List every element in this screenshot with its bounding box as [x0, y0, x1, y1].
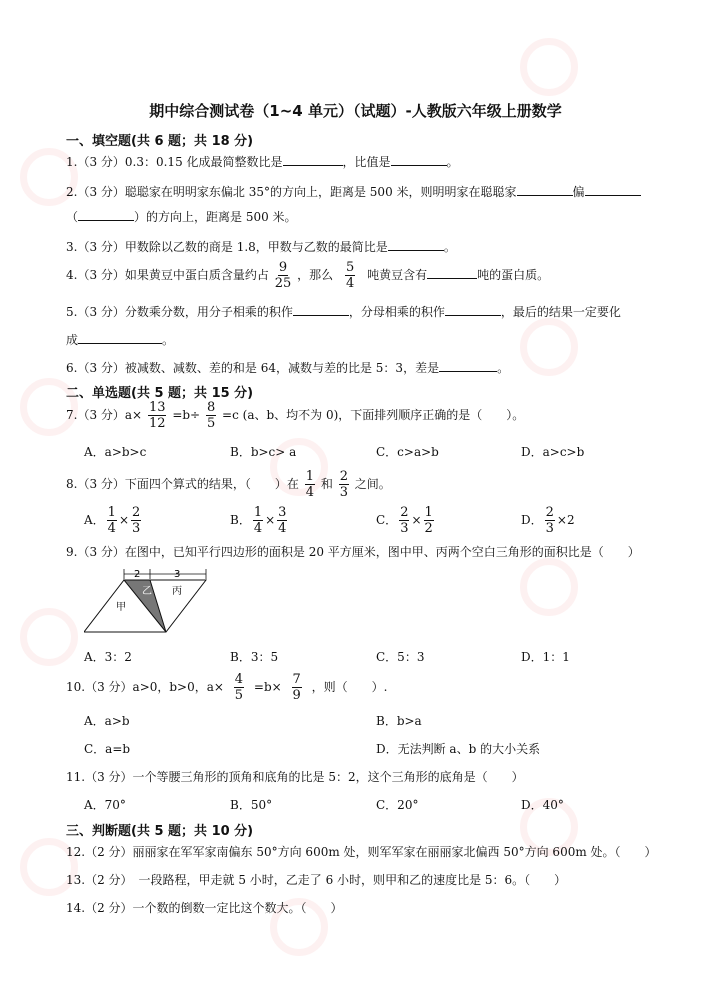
section-heading-fill: 一、填空题(共 6 题；共 18 分): [66, 134, 254, 149]
option-c[interactable]: C．20°: [376, 798, 419, 812]
fraction: $\frac{9}{25}$: [274, 260, 292, 291]
question-3: 3.（3 分）甲数除以乙数的商是 1.8，甲数与乙数的最简比是 。: [66, 240, 456, 254]
triangle-yi-label: 乙: [142, 586, 152, 597]
option-c[interactable]: C．5：3: [376, 650, 425, 664]
section-heading-single-choice: 二、单选题(共 5 题；共 15 分): [66, 386, 254, 401]
question-4: 4.（3 分）如果黄豆中蛋白质含量约占 $\frac{9}{25}$ ，那么 $\frac{5}{4}$ 吨黄豆含有 吨的蛋白质。: [66, 260, 550, 291]
fraction: $\frac{5}{4}$: [345, 260, 355, 291]
fraction: $\frac{1}{4}$: [305, 469, 315, 500]
option-a[interactable]: A．a>b: [84, 714, 130, 728]
answer-blank[interactable]: [293, 303, 349, 316]
answer-blank[interactable]: [427, 266, 477, 279]
option-b[interactable]: B． $\frac{1}{4}$ × $\frac{3}{4}$: [230, 505, 287, 536]
triangle-bing-label: 丙: [172, 586, 182, 597]
question-11: 11.（3 分）一个等腰三角形的顶角和底角的比是 5：2，这个三角形的底角是（ ）: [66, 770, 524, 784]
length-label: 2: [134, 569, 141, 580]
option-b[interactable]: B．b>c> a: [230, 445, 297, 459]
option-d[interactable]: D．a>c>b: [521, 445, 585, 459]
question-9: 9.（3 分）在图中，已知平行四边形的面积是 20 平方厘米，图中甲、丙两个空白三角形的面积比是（ ）: [66, 545, 640, 559]
fraction: $\frac{8}{5}$: [206, 400, 216, 431]
question-2-cont: （ ）的方向上，距离是 500 米。: [66, 210, 297, 224]
option-a[interactable]: A．a>b>c: [84, 445, 147, 459]
question-7: 7.（3 分）a× $\frac{13}{12}$ =b÷ $\frac{8}{5}$ =c (a、b、均不为 0)，下面排列顺序正确的是（ ）。: [66, 400, 525, 431]
answer-blank[interactable]: [283, 153, 343, 166]
answer-blank[interactable]: [517, 183, 573, 196]
option-c[interactable]: C．c>a>b: [376, 445, 439, 459]
answer-blank[interactable]: [585, 183, 641, 196]
question-10: 10.（3 分）a>0，b>0，a× $\frac{4}{5}$ =b× $\frac{7}{9}$ ，则（ ）.: [66, 672, 388, 703]
answer-blank[interactable]: [78, 208, 134, 221]
option-a[interactable]: A． $\frac{1}{4}$ × $\frac{2}{3}$: [84, 505, 141, 536]
question-1: 1.（3 分）0.3：0.15 化成最简整数比是 ，比值是 。: [66, 155, 459, 169]
option-d[interactable]: D．1：1: [521, 650, 570, 664]
watermark: [520, 20, 711, 140]
option-a[interactable]: A．70°: [84, 798, 126, 812]
fraction: $\frac{2}{3}$: [339, 469, 348, 500]
question-14: 14.（2 分）一个数的倒数一定比这个数大。（ ）: [66, 901, 343, 915]
option-b[interactable]: B．b>a: [376, 714, 422, 728]
question-5-cont: 成 。: [66, 333, 175, 347]
option-c[interactable]: C．a=b: [84, 742, 131, 756]
question-6: 6.（3 分）被减数、减数、差的和是 64，减数与差的比是 5：3，差是 。: [66, 361, 510, 375]
fraction: $\frac{4}{5}$: [234, 672, 244, 703]
triangle-jia-label: 甲: [116, 602, 126, 613]
option-b[interactable]: B．50°: [230, 798, 273, 812]
option-d[interactable]: D． $\frac{2}{3}$ ×2: [521, 505, 575, 536]
answer-blank[interactable]: [391, 153, 447, 166]
question-2: 2.（3 分）聪聪家在明明家东偏北 35°的方向上，距离是 500 米，则明明家在聪聪家 偏: [66, 183, 641, 200]
question-8: 8.（3 分）下面四个算式的结果，（ ）在 $\frac{1}{4}$ 和 $\frac{2}{3}$ 之间。: [66, 469, 391, 500]
option-d[interactable]: D．无法判断 a、b 的大小关系: [376, 742, 541, 756]
fraction: $\frac{13}{12}$: [148, 400, 166, 431]
option-b[interactable]: B．3：5: [230, 650, 279, 664]
option-c[interactable]: C． $\frac{2}{3}$ × $\frac{1}{2}$: [376, 505, 433, 536]
answer-blank[interactable]: [439, 359, 497, 372]
question-12: 12.（2 分）丽丽家在军军家南偏东 50°方向 600m 处，则军军家在丽丽家北偏西 50°方向 600m 处。（ ）: [66, 845, 657, 859]
parallelogram-figure: [84, 566, 214, 636]
watermark: [270, 880, 470, 1000]
option-a[interactable]: A．3：2: [84, 650, 132, 664]
page-title: 期中综合测试卷（1~4 单元）（试题）-人教版六年级上册数学: [149, 102, 562, 120]
answer-blank[interactable]: [388, 238, 444, 251]
section-heading-judgement: 三、判断题(共 5 题；共 10 分): [66, 824, 254, 839]
question-13: 13.（2 分） 一段路程，甲走就 5 小时，乙走了 6 小时，则甲和乙的速度比是 5：6。（ ）: [66, 873, 567, 887]
question-5: 5.（3 分）分数乘分数，用分子相乘的积作 ，分母相乘的积作 ，最后的结果一定要化: [66, 305, 621, 319]
option-d[interactable]: D．40°: [521, 798, 564, 812]
answer-blank[interactable]: [445, 303, 501, 316]
length-label: 3: [174, 569, 181, 580]
answer-blank[interactable]: [78, 331, 162, 344]
fraction: $\frac{7}{9}$: [292, 672, 301, 703]
